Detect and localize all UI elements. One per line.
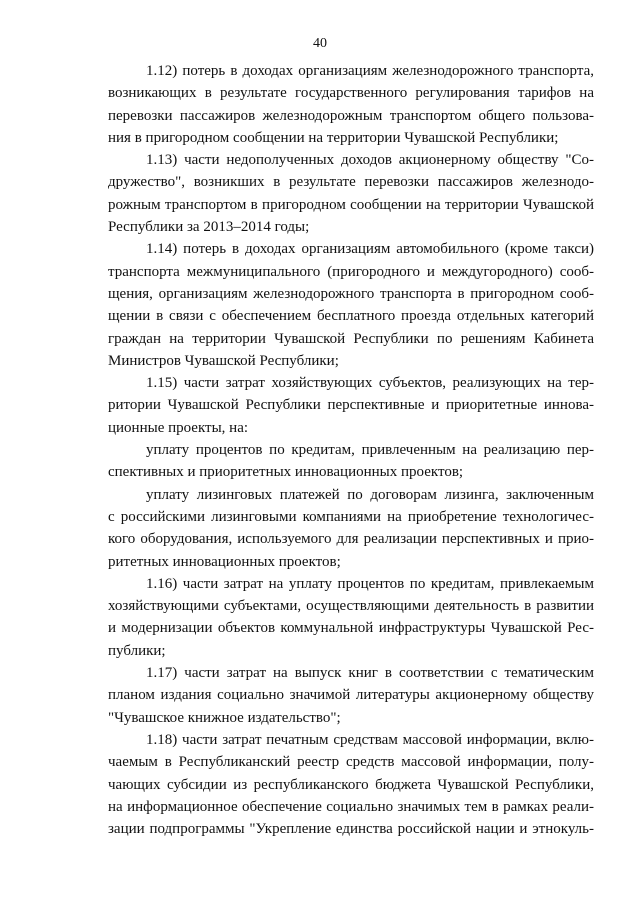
text-line: кого оборудования, используемого для реализации перспективных и прио- <box>108 531 594 548</box>
text-line: ритетных инновационных проектов; <box>108 553 341 570</box>
paragraph <box>108 729 594 840</box>
text-line: 1.17) части затрат на выпуск книг в соответствии с тематическим <box>146 665 594 682</box>
text-line: чающих субсидии из республиканского бюджета Чувашской Республики, <box>108 776 594 793</box>
text-line: возникающих в результате государственного регулирования тарифов на <box>108 85 594 102</box>
text-line: дружество", возникших в результате перевозки пассажиров железнодо- <box>108 174 594 191</box>
text-line: уплату процентов по кредитам, привлеченным на реализацию пер- <box>146 442 594 459</box>
text-line: щения, организациям железнодорожного транспорта в пригородном сооб- <box>108 285 594 302</box>
text-line: ния в пригородном сообщении на территории Чувашской Республики; <box>108 129 559 146</box>
paragraph <box>108 238 594 372</box>
text-line: 1.18) части затрат печатным средствам массовой информации, вклю- <box>146 731 594 748</box>
text-line: ционные проекты, на: <box>108 419 249 436</box>
text-line: "Чувашское книжное издательство"; <box>108 709 341 726</box>
text-line: с российскими лизинговыми компаниями на приобретение технологичес- <box>108 508 594 525</box>
paragraph <box>108 573 594 662</box>
paragraph <box>108 439 594 484</box>
text-line: уплату лизинговых платежей по договорам лизинга, заключенным <box>146 486 594 503</box>
text-line: щении в связи с обеспечением бесплатного проезда отдельных категорий <box>108 308 594 325</box>
text-line: чаемым в Республиканский реестр средств массовой информации, полу- <box>108 754 594 771</box>
paragraph <box>108 149 594 238</box>
text-line: 1.12) потерь в доходах организациям железнодорожного транспорта, <box>146 63 594 79</box>
text-line: планом издания социально значимой литературы акционерному обществу <box>108 687 594 704</box>
text-line: ритории Чувашской Республики перспективные и приоритетные иннова- <box>108 397 594 414</box>
text-line: 1.13) части недополученных доходов акционерному обществу "Со- <box>146 152 594 169</box>
text-line: спективных и приоритетных инновационных проектов; <box>108 464 464 481</box>
paragraph <box>108 662 594 729</box>
text-line: транспорта межмуниципального (пригородного и междугородного) сооб- <box>108 263 594 280</box>
page-number: 40 <box>313 36 327 51</box>
paragraph <box>108 484 594 573</box>
text-line: зации подпрограммы "Укрепление единства российской нации и этнокуль- <box>108 821 594 838</box>
text-line: перевозки пассажиров железнодорожным транспортом общего пользова- <box>108 107 594 124</box>
text-line: 1.16) части затрат на уплату процентов по кредитам, привлекаемым <box>146 575 594 592</box>
document-body <box>108 60 594 840</box>
paragraph <box>108 60 594 149</box>
text-line: 1.14) потерь в доходах организациям автомобильного (кроме такси) <box>146 241 594 258</box>
text-line: Республики за 2013–2014 годы; <box>108 219 310 236</box>
text-line: 1.15) части затрат хозяйствующих субъектов, реализующих на тер- <box>146 375 594 392</box>
text-line: и модернизации объектов коммунальной инфраструктуры Чувашской Рес- <box>108 620 594 637</box>
text-line: граждан на территории Чувашской Республики по решениям Кабинета <box>108 330 594 347</box>
text-line: хозяйствующими субъектами, осуществляющими деятельность в развитии <box>108 598 594 615</box>
text-line: Министров Чувашской Республики; <box>108 352 339 369</box>
text-line: публики; <box>108 642 166 659</box>
paragraph <box>108 372 594 439</box>
text-line: рожным транспортом в пригородном сообщении на территории Чувашской <box>108 196 594 213</box>
text-line: на информационное обеспечение социально значимых тем в рамках реали- <box>108 798 594 815</box>
